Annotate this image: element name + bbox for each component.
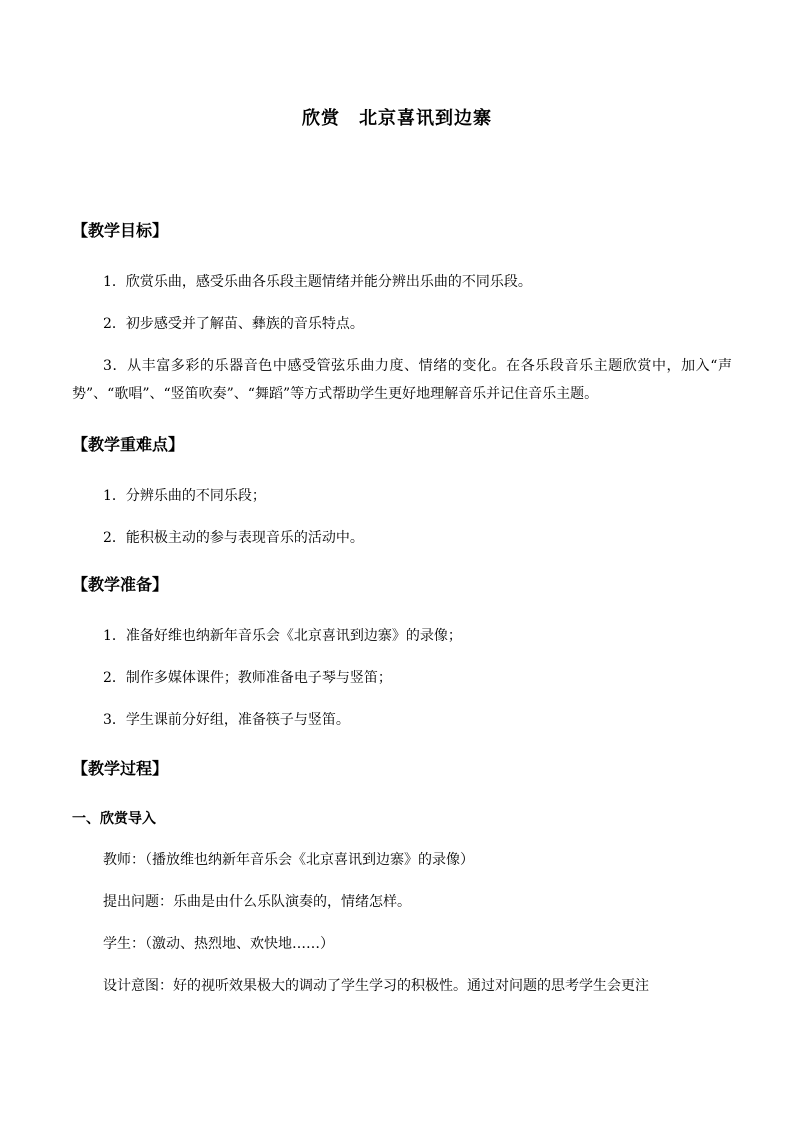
process-item-2: 提出问题：乐曲是由什么乐队演奏的，情绪怎样。 [103, 894, 411, 910]
preparation-item-3: 3．学生课前分好组，准备筷子与竖笛。 [103, 712, 350, 728]
process-item-4: 设计意图：好的视听效果极大的调动了学生学习的积极性。通过对问题的思考学生会更注 [103, 978, 649, 994]
process-sub-heading: 一、欣赏导入 [72, 811, 156, 827]
preparation-item-1: 1．准备好维也纳新年音乐会《北京喜讯到边寨》的录像； [103, 628, 462, 644]
key-point-item-1: 1．分辨乐曲的不同乐段； [103, 488, 266, 504]
section-heading-preparation: 【教学准备】 [72, 575, 169, 594]
section-heading-goals: 【教学目标】 [72, 221, 169, 240]
section-heading-key-points: 【教学重难点】 [72, 435, 185, 454]
key-point-item-2: 2．能积极主动的参与表现音乐的活动中。 [103, 530, 364, 546]
goal-item-1: 1．欣赏乐曲，感受乐曲各乐段主题情绪并能分辨出乐曲的不同乐段。 [103, 274, 532, 290]
preparation-item-2: 2．制作多媒体课件；教师准备电子琴与竖笛； [103, 670, 392, 686]
process-item-1: 教师：（播放维也纳新年音乐会《北京喜讯到边寨》的录像） [103, 852, 474, 868]
goal-item-3: 3．从丰富多彩的乐器音色中感受管弦乐曲力度、情绪的变化。在各乐段音乐主题欣赏中，加入“声势”、“歌唱”、“竖笛吹奏”、“舞蹈”等方式帮助学生更好地理解音乐并记住音乐主题。 [72, 358, 732, 402]
page-title: 欣赏 北京喜讯到边寨 [302, 108, 492, 129]
process-item-3: 学生：（激动、热烈地、欢快地……） [103, 936, 334, 952]
section-heading-process: 【教学过程】 [72, 759, 169, 778]
goal-item-2: 2．初步感受并了解苗、彝族的音乐特点。 [103, 316, 364, 332]
